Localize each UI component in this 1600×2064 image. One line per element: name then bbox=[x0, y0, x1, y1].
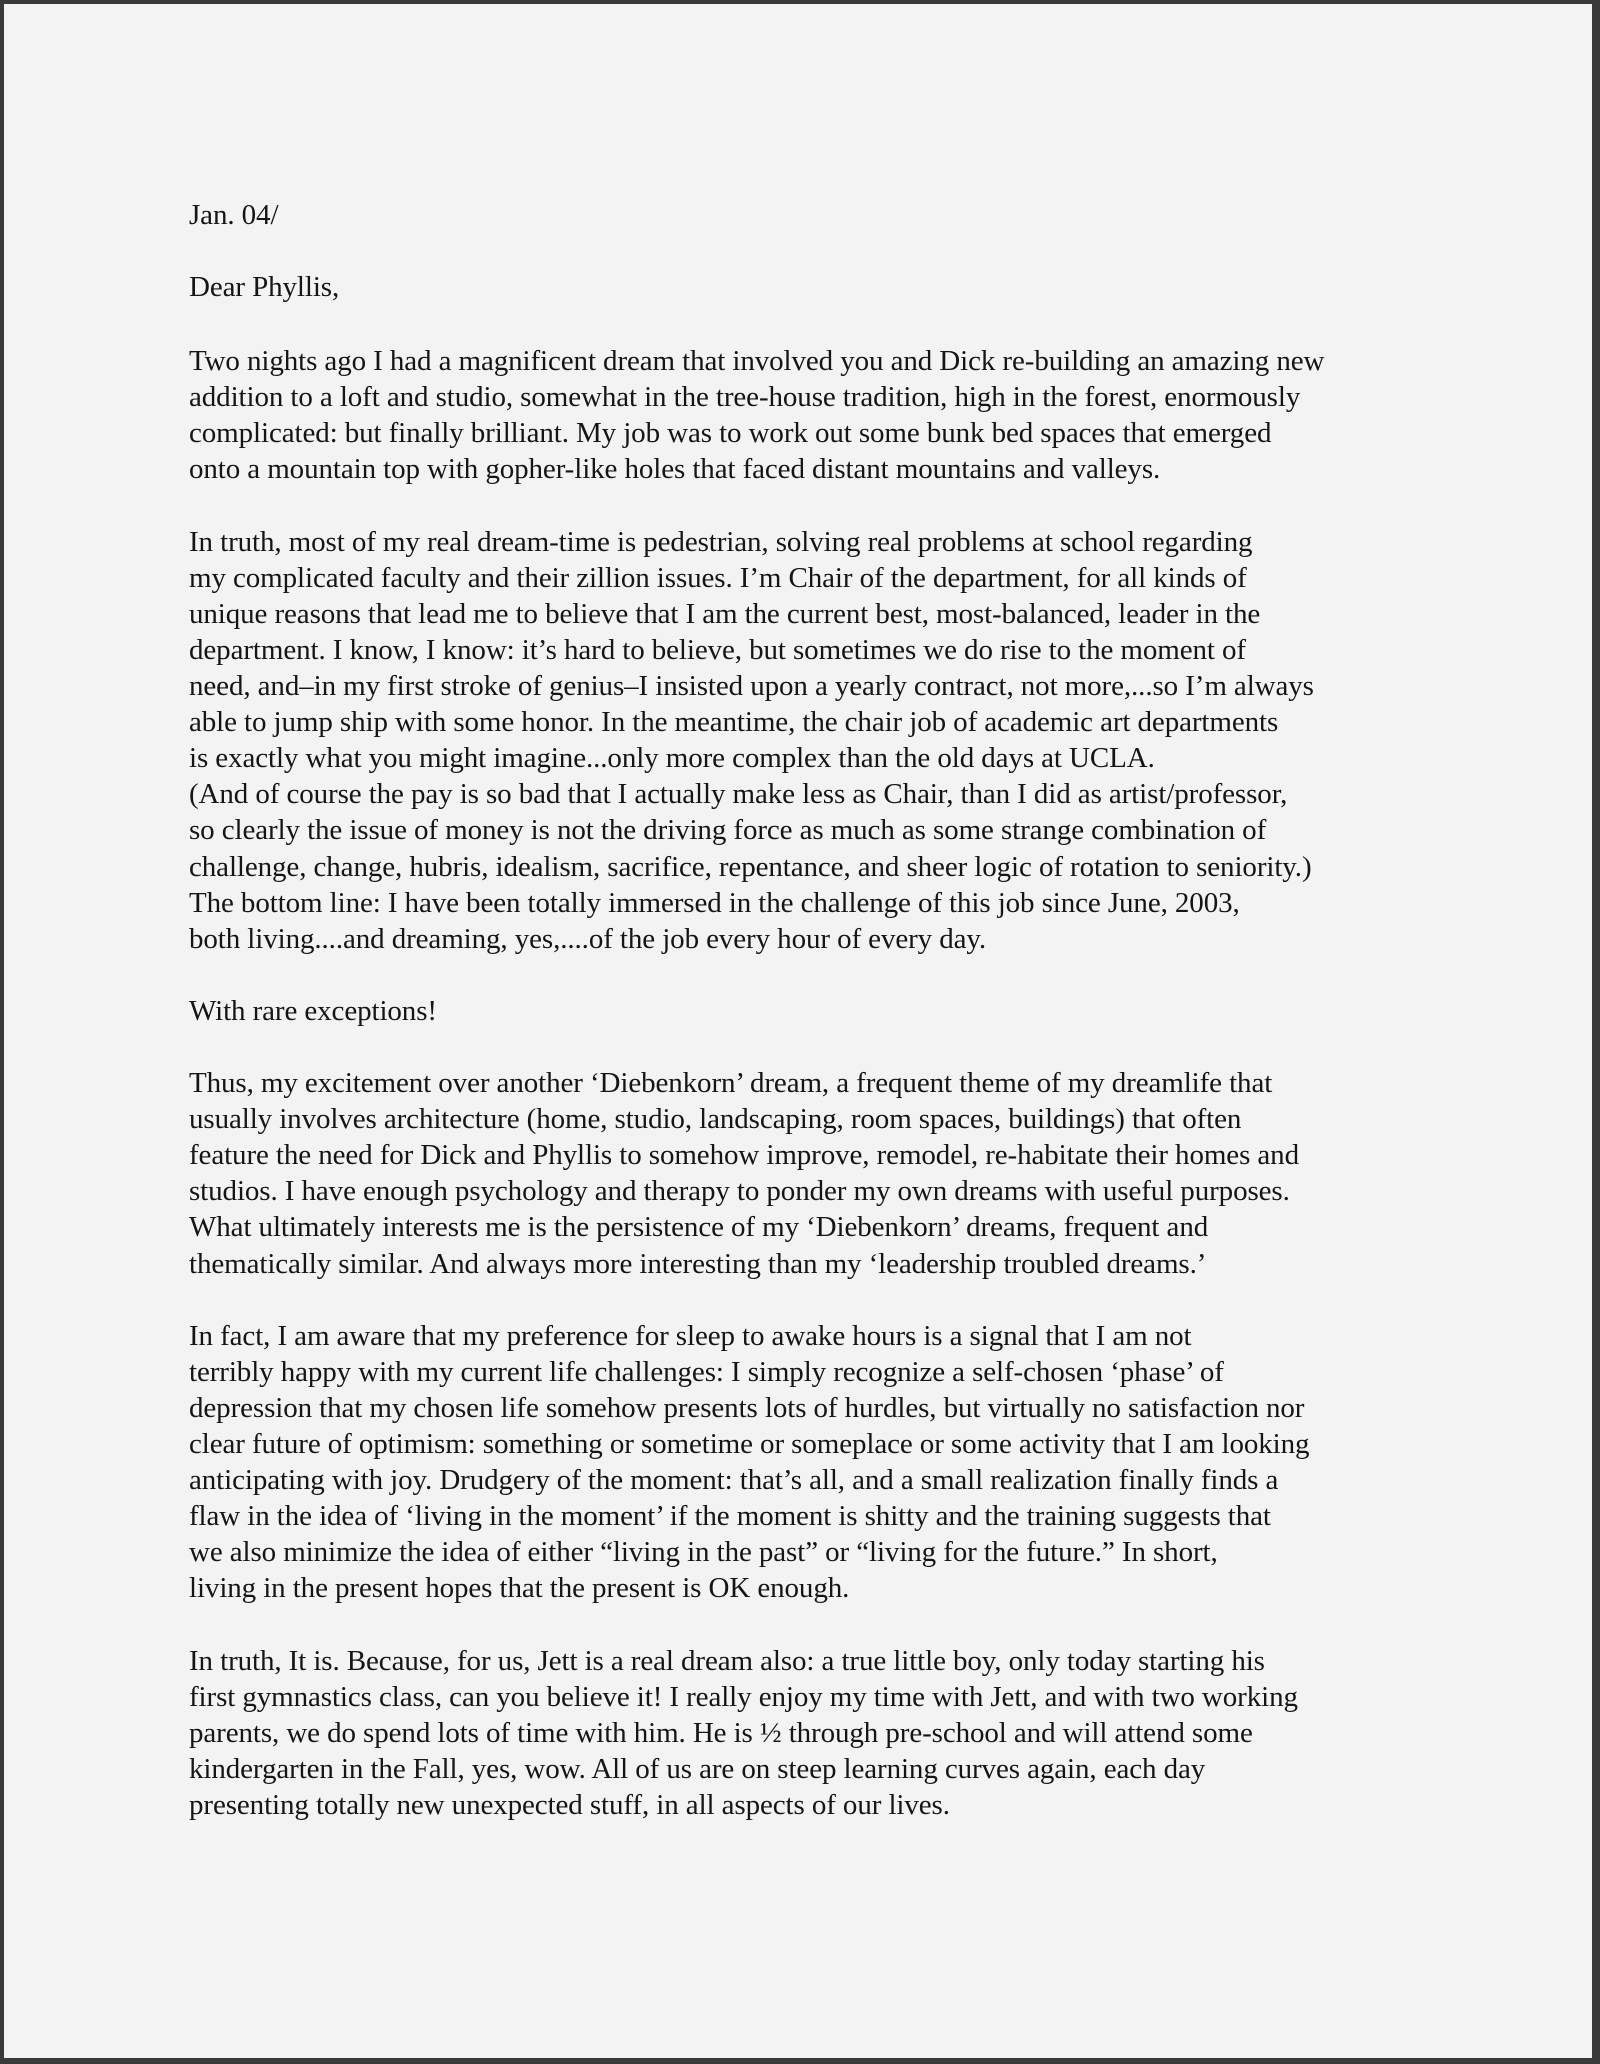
text-line: is exactly what you might imagine...only more complex than the old days at UCLA. bbox=[189, 742, 1155, 775]
text-line: complicated: but finally brilliant. My job was to work out some bunk bed spaces that emerged bbox=[189, 417, 1272, 450]
text-line: feature the need for Dick and Phyllis to somehow improve, remodel, re-habitate their homes and bbox=[189, 1139, 1299, 1172]
text-line: living in the present hopes that the present is OK enough. bbox=[189, 1572, 850, 1605]
text-line: In truth, It is. Because, for us, Jett is a real dream also: a true little boy, only today starting his bbox=[189, 1644, 1265, 1677]
text-line: studios. I have enough psychology and therapy to ponder my own dreams with useful purposes. bbox=[189, 1175, 1290, 1208]
paragraph-1 bbox=[189, 343, 1439, 487]
paragraph-4 bbox=[189, 1065, 1439, 1282]
text-line: onto a mountain top with gopher-like holes that faced distant mountains and valleys. bbox=[189, 453, 1161, 486]
text-line: department. I know, I know: it’s hard to believe, but sometimes we do rise to the moment of bbox=[189, 633, 1246, 666]
text-line: flaw in the idea of ‘living in the moment’ if the moment is shitty and the training suggests that bbox=[189, 1500, 1271, 1533]
text-line: depression that my chosen life somehow presents lots of hurdles, but virtually no satisfaction nor bbox=[189, 1391, 1305, 1424]
letter-salutation: Dear Phyllis, bbox=[189, 271, 340, 304]
text-line: first gymnastics class, can you believe it! I really enjoy my time with Jett, and with two working bbox=[189, 1680, 1298, 1713]
text-line: both living....and dreaming, yes,....of the job every hour of every day. bbox=[189, 922, 987, 955]
paragraph-spacer bbox=[189, 488, 1439, 524]
letter-page bbox=[4, 4, 1592, 2058]
letter-body bbox=[189, 197, 1439, 1823]
text-line: unique reasons that lead me to believe that I am the current best, most-balanced, leader in the bbox=[189, 597, 1261, 630]
paragraph-spacer bbox=[189, 957, 1439, 993]
text-line: terribly happy with my current life challenges: I simply recognize a self-chosen ‘phase’ of bbox=[189, 1355, 1224, 1388]
text-line: anticipating with joy. Drudgery of the moment: that’s all, and a small realization finally finds a bbox=[189, 1464, 1279, 1497]
text-line: kindergarten in the Fall, yes, wow. All of us are on steep learning curves again, each day bbox=[189, 1752, 1206, 1785]
text-line: (And of course the pay is so bad that I actually make less as Chair, than I did as artist/professor, bbox=[189, 778, 1288, 811]
text-line: need, and–in my first stroke of genius–I insisted upon a yearly contract, not more,...so I’m always bbox=[189, 670, 1314, 703]
paragraph-3 bbox=[189, 993, 1439, 1029]
text-line: we also minimize the idea of either “living in the past” or “living for the future.” In short, bbox=[189, 1536, 1218, 1569]
text-line: Thus, my excitement over another ‘Diebenkorn’ dream, a frequent theme of my dreamlife that bbox=[189, 1067, 1273, 1100]
text-line: my complicated faculty and their zillion issues. I’m Chair of the department, for all kinds of bbox=[189, 561, 1247, 594]
paragraph-spacer bbox=[189, 1029, 1439, 1065]
text-line: The bottom line: I have been totally immersed in the challenge of this job since June, 2003, bbox=[189, 886, 1240, 919]
text-line: thematically similar. And always more interesting than my ‘leadership troubled dreams.’ bbox=[189, 1247, 1207, 1280]
text-line: clear future of optimism: something or sometime or someplace or some activity that I am looking bbox=[189, 1428, 1310, 1460]
letter-paragraphs bbox=[189, 343, 1439, 1823]
text-line: In fact, I am aware that my preference for sleep to awake hours is a signal that I am not bbox=[189, 1319, 1192, 1352]
text-line: addition to a loft and studio, somewhat in the tree-house tradition, high in the forest, enormously bbox=[189, 381, 1301, 414]
text-line: able to jump ship with some honor. In the meantime, the chair job of academic art departments bbox=[189, 706, 1279, 739]
text-line: usually involves architecture (home, studio, landscaping, room spaces, buildings) that often bbox=[189, 1103, 1242, 1136]
paragraph-spacer bbox=[189, 1606, 1439, 1642]
paragraph-spacer bbox=[189, 1282, 1439, 1318]
text-line: In truth, most of my real dream-time is pedestrian, solving real problems at school regarding bbox=[189, 525, 1253, 558]
text-line: What ultimately interests me is the persistence of my ‘Diebenkorn’ dreams, frequent and bbox=[189, 1211, 1209, 1244]
letter-date: Jan. 04/ bbox=[189, 199, 279, 231]
paragraph-6 bbox=[189, 1643, 1439, 1823]
text-line: Two nights ago I had a magnificent dream that involved you and Dick re-building an amazing new bbox=[189, 345, 1325, 378]
text-line: parents, we do spend lots of time with him. He is ½ through pre-school and will attend some bbox=[189, 1716, 1253, 1749]
paragraph-5 bbox=[189, 1318, 1439, 1607]
text-line: so clearly the issue of money is not the driving force as much as some strange combination of bbox=[189, 814, 1267, 847]
text-line: challenge, change, hubris, idealism, sacrifice, repentance, and sheer logic of rotation to seniority.) bbox=[189, 850, 1312, 883]
text-line: presenting totally new unexpected stuff, in all aspects of our lives. bbox=[189, 1788, 950, 1821]
text-line: With rare exceptions! bbox=[189, 994, 437, 1027]
paragraph-2 bbox=[189, 524, 1439, 957]
